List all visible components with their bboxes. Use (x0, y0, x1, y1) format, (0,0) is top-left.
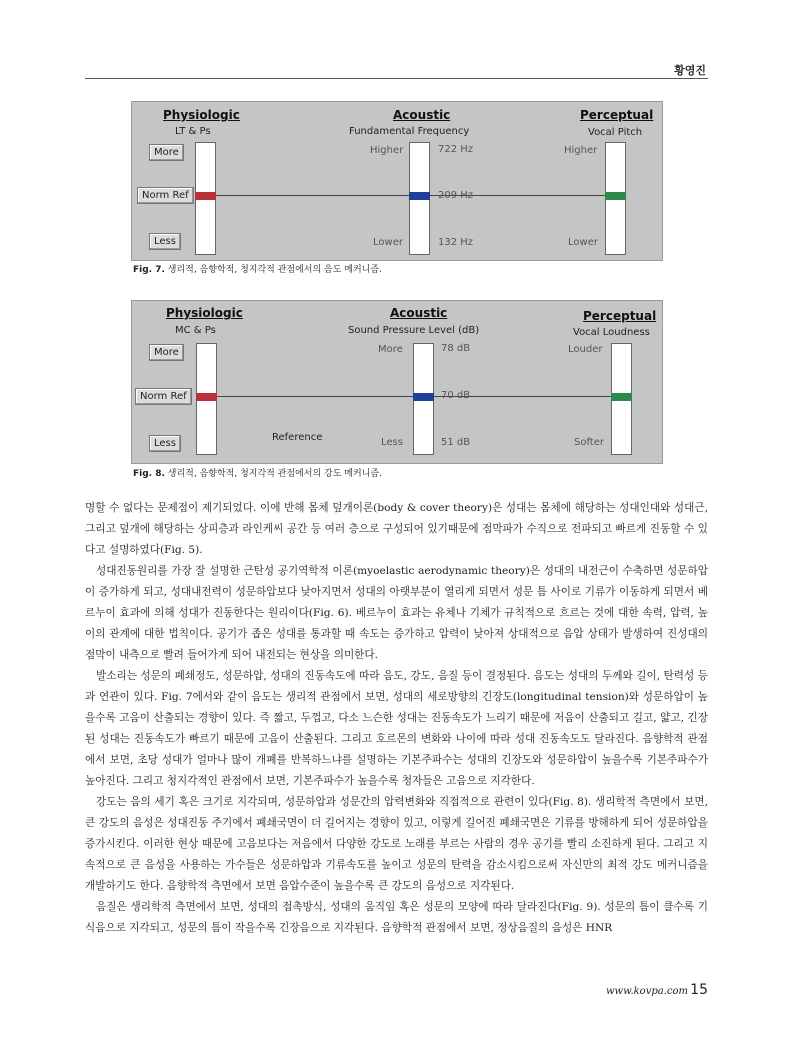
paragraph-5: 음질은 생리학적 측면에서 보면, 성대의 접촉방식, 성대의 움직임 혹은 성문의 모양에 따라 달라진다(Fig. 9). 성문의 틈이 클수록 기식음으로 지각되고, 성문의 틈이 작을수록 긴장음으로 지각된다. 음향학적 관점에서 보면, 정상음질의 음성은 HNR (85, 901, 708, 934)
running-head-author: 황영진 (674, 64, 706, 77)
physiologic-title: Physiologic (166, 306, 243, 320)
paragraph-1: 명할 수 없다는 문제점이 제기되었다. 이에 반해 몸체 덮개이론(body & cover theory)은 성대는 몸체에 해당하는 성대인대와 성대근, 그리고 덮개에 해당하는 상피층과 라인케씨 공간 등 여러 층으로 구성되어 있기때문에 점막파가 수직으로 전파되고 빠르게 진동할 수 있다고 설명하였다(Fig. 5). (85, 502, 708, 556)
norm-ref-button[interactable]: Norm Ref (135, 388, 192, 405)
body-text (85, 498, 708, 939)
value-mid: 209 Hz (438, 190, 474, 201)
caption-text: 생리적, 음향학적, 청지각적 관점에서의 강도 메커니즘. (164, 469, 382, 479)
acoustic-slider[interactable] (413, 343, 434, 455)
acoustic-title: Acoustic (390, 306, 448, 320)
reference-label: Reference (272, 432, 323, 443)
more-button[interactable]: More (149, 144, 184, 161)
value-bottom: 51 dB (441, 437, 471, 448)
perceptual-slider[interactable] (605, 142, 626, 255)
more-button[interactable]: More (149, 344, 184, 361)
perceptual-marker[interactable] (611, 393, 632, 401)
physiologic-subtitle: LT & Ps (175, 126, 211, 137)
perceptual-marker[interactable] (605, 192, 626, 200)
value-mid: 70 dB (441, 390, 471, 401)
footer-url[interactable]: www.kovpa.com (605, 986, 688, 997)
paragraph-2: 성대진동원리를 가장 잘 설명한 근탄성 공기역학적 이론(myoelastic aerodynamic theory)은 성대의 내전근이 수축하면 성문하압이 증가하게 되고, 성대내전력이 성문하압보다 낮아지면서 성대의 아랫부분이 열리게 되면서 성문 틈 사이로 기류가 이동하게 되면서 베르누이 효과에 의해 성대가 진동한다는 원리이다(Fig. 6). 베르누이 효과는 유체나 기체가 규칙적으로 흐르는 것에 대한 속력, 압력, 높이의 관계에 대한 법칙이다. 공기가 좁은 성대를 통과할 때 속도는 증가하고 압력이 낮아져 상대적으로 음압 상태가 발생하여 진성대의 점막이 내측으로 빨려 들어가게 되어 내전되는 현상을 의미한다. (85, 565, 708, 661)
value-top: 722 Hz (438, 144, 474, 155)
paragraph-4: 강도는 음의 세기 혹은 크기로 지각되며, 성문하압과 성문간의 압력변화와 직접적으로 관련이 있다(Fig. 8). 생리학적 측면에서 보면, 큰 강도의 음성은 성대진동 주기에서 폐쇄국면이 더 길어지는 경향이 있고, 이렇게 길어진 폐쇄국면은 기류를 방해하게 되어 성문하압을 증가시킨다. 이러한 현상 때문에 고음보다는 저음에서 다양한 강도로 노래를 부르는 사람의 경우 공기를 빨리 소진하게 된다. 그리고 지속적으로 큰 음성을 사용하는 가수들은 성문하압과 기류속도를 높이고 성문의 탄력을 감소시킴으로써 자신만의 최적 강도 메커니즘을 개발하기도 한다. 음향학적 측면에서 보면 음압수준이 높을수록 큰 강도의 음성으로 지각된다. (85, 796, 708, 892)
figure-8-panel (131, 300, 663, 464)
paragraph-3: 발소리는 성문의 폐쇄정도, 성문하압, 성대의 진동속도에 따라 음도, 강도, 음질 등이 결정된다. 음도는 성대의 두께와 길이, 탄력성 등과 연관이 있다. Fig. 7에서와 같이 음도는 생리적 관점에서 보면, 성대의 세로방향의 긴장도(longitudinal tension)와 성문하압이 높을수록 고음이 산출되는 경향이 있다. 즉 짧고, 두껍고, 다소 느슨한 성대는 진동속도가 느리기 때문에 저음이 산출되고 길고, 얇고, 긴장된 성대는 진동속도가 빠르기 때문에 고음이 산출된다. 그리고 호르몬의 변화와 나이에 따라 성대 진동속도도 달라진다. 음향학적 관점에서 보면, 초당 성대가 얼마나 많이 개폐를 반복하느냐를 설명하는 기본주파수는 성대의 긴장도와 성문하압이 높을수록 기본주파수가 높아진다. 그리고 청지각적인 관점에서 보면, 기본주파수가 높을수록 청자들은 고음으로 지각한다. (85, 670, 708, 787)
acoustic-lower-label: Lower (373, 237, 403, 248)
acoustic-higher-label: Higher (370, 145, 404, 156)
header-rule (85, 78, 708, 79)
acoustic-more-label: More (378, 344, 403, 355)
less-button[interactable]: Less (149, 435, 181, 452)
less-button[interactable]: Less (149, 233, 181, 250)
perceptual-title: Perceptual (580, 108, 654, 122)
perceptual-subtitle: Vocal Loudness (573, 327, 650, 338)
figure-8-caption (133, 466, 382, 479)
perceptual-title: Perceptual (583, 309, 657, 323)
acoustic-slider[interactable] (409, 142, 430, 255)
value-bottom: 132 Hz (438, 237, 474, 248)
acoustic-title: Acoustic (393, 108, 451, 122)
page-number: 15 (690, 982, 708, 998)
value-top: 78 dB (441, 343, 471, 354)
acoustic-marker[interactable] (413, 393, 434, 401)
perceptual-subtitle: Vocal Pitch (588, 127, 643, 138)
acoustic-marker[interactable] (409, 192, 430, 200)
softer-label: Softer (574, 437, 604, 448)
caption-text: 생리적, 음향학적, 청지각적 관점에서의 음도 메커니즘. (164, 265, 382, 275)
physiologic-subtitle: MC & Ps (175, 325, 216, 336)
physiologic-marker[interactable] (196, 393, 217, 401)
physiologic-marker[interactable] (195, 192, 216, 200)
physiologic-slider[interactable] (196, 343, 217, 455)
perceptual-higher-label: Higher (564, 145, 598, 156)
louder-label: Louder (568, 344, 603, 355)
acoustic-subtitle: Sound Pressure Level (dB) (348, 325, 480, 336)
physiologic-slider[interactable] (195, 142, 216, 255)
figure-7-caption (133, 262, 382, 275)
perceptual-lower-label: Lower (568, 237, 598, 248)
caption-label: Fig. 8. (133, 469, 165, 479)
perceptual-slider[interactable] (611, 343, 632, 455)
acoustic-subtitle: Fundamental Frequency (349, 126, 470, 137)
physiologic-title: Physiologic (163, 108, 240, 122)
figure-7-panel (131, 101, 663, 261)
acoustic-less-label: Less (381, 437, 403, 448)
caption-label: Fig. 7. (133, 265, 165, 275)
norm-ref-button[interactable]: Norm Ref (137, 187, 194, 204)
